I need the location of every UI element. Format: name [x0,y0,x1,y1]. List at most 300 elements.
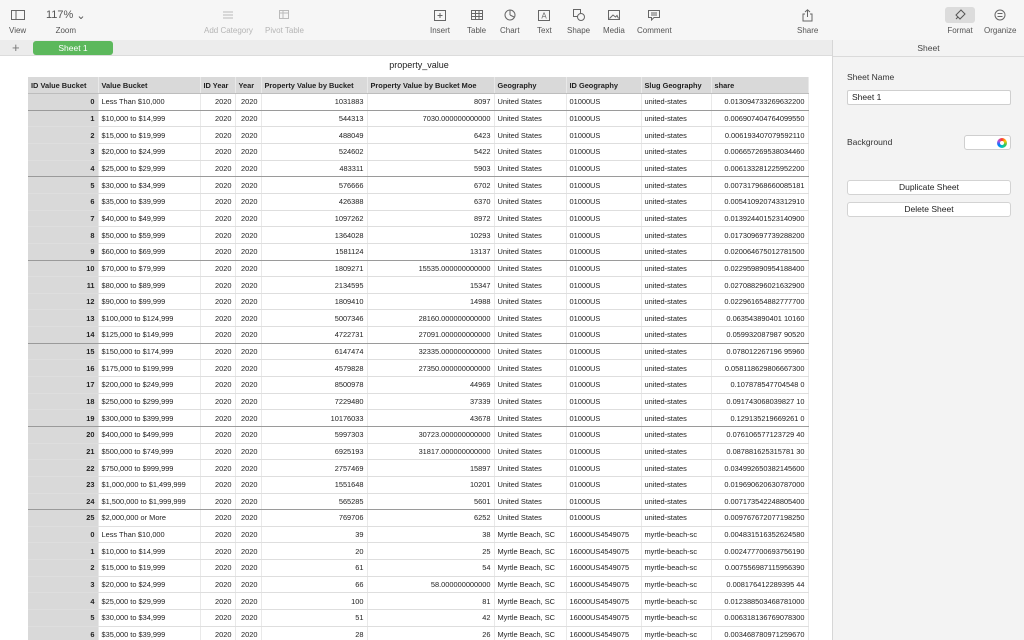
cell-id-year[interactable]: 2020 [200,510,235,527]
cell-share[interactable]: 0.007173542248805400 [711,493,808,510]
cell-property-value-moe[interactable]: 14988 [367,293,494,310]
cell-geography[interactable]: United States [494,443,566,460]
cell-geography[interactable]: Myrtle Beach, SC [494,626,566,640]
cell-slug-geography[interactable]: united-states [641,177,711,194]
cell-property-value[interactable]: 1581124 [261,243,367,260]
cell-id-year[interactable]: 2020 [200,144,235,161]
cell-property-value[interactable]: 6925193 [261,443,367,460]
cell-id-geography[interactable]: 01000US [566,260,641,277]
header-property-value-moe[interactable]: Property Value by Bucket Moe [367,77,494,94]
cell-share[interactable]: 0.007556987115956390 [711,560,808,577]
cell-id-year[interactable]: 2020 [200,493,235,510]
cell-share[interactable]: 0.008176412289395 44 [711,576,808,593]
cell-property-value-moe[interactable]: 6370 [367,193,494,210]
cell-property-value[interactable]: 8500978 [261,377,367,394]
cell-share[interactable]: 0.027088296021632900 [711,277,808,294]
cell-id-year[interactable]: 2020 [200,94,235,111]
cell-property-value[interactable]: 2757469 [261,460,367,477]
cell-property-value-moe[interactable]: 42 [367,610,494,627]
cell-property-value-moe[interactable]: 5903 [367,160,494,177]
cell-value-bucket[interactable]: $70,000 to $79,999 [98,260,200,277]
cell-id-value-bucket[interactable]: 6 [28,193,98,210]
table-button[interactable] [467,7,486,35]
cell-share[interactable]: 0.087881625315781 30 [711,443,808,460]
header-id-value-bucket[interactable]: ID Value Bucket [28,77,98,94]
cell-property-value[interactable]: 483311 [261,160,367,177]
cell-geography[interactable]: Myrtle Beach, SC [494,560,566,577]
cell-geography[interactable]: United States [494,426,566,443]
cell-id-value-bucket[interactable]: 10 [28,260,98,277]
cell-id-year[interactable]: 2020 [200,377,235,394]
cell-value-bucket[interactable]: $15,000 to $19,999 [98,127,200,144]
cell-value-bucket[interactable]: $10,000 to $14,999 [98,543,200,560]
cell-share[interactable]: 0.006907404764099550 [711,110,808,127]
cell-id-year[interactable]: 2020 [200,293,235,310]
cell-slug-geography[interactable]: myrtle-beach-sc [641,576,711,593]
header-year[interactable]: Year [235,77,261,94]
cell-property-value-moe[interactable]: 5422 [367,144,494,161]
cell-id-geography[interactable]: 01000US [566,327,641,344]
background-color-picker[interactable] [964,135,1011,150]
cell-year[interactable]: 2020 [235,526,261,543]
cell-share[interactable]: 0.078012267196 95960 [711,343,808,360]
cell-property-value-moe[interactable]: 37339 [367,393,494,410]
cell-share[interactable]: 0.059932087987 90520 [711,327,808,344]
cell-value-bucket[interactable]: $35,000 to $39,999 [98,626,200,640]
cell-property-value-moe[interactable]: 27091.000000000000 [367,327,494,344]
media-button[interactable] [603,7,625,35]
cell-property-value-moe[interactable]: 10201 [367,476,494,493]
cell-id-value-bucket[interactable]: 15 [28,343,98,360]
cell-id-geography[interactable]: 01000US [566,210,641,227]
cell-year[interactable]: 2020 [235,210,261,227]
cell-property-value[interactable]: 5007346 [261,310,367,327]
cell-geography[interactable]: United States [494,327,566,344]
cell-slug-geography[interactable]: united-states [641,94,711,111]
cell-year[interactable]: 2020 [235,160,261,177]
cell-id-geography[interactable]: 01000US [566,310,641,327]
cell-share[interactable]: 0.005410920743312910 [711,193,808,210]
cell-id-geography[interactable]: 16000US4549075 [566,626,641,640]
cell-share[interactable]: 0.034992650382145600 [711,460,808,477]
text-button[interactable] [537,7,552,35]
cell-share[interactable]: 0.012388503468781000 [711,593,808,610]
cell-property-value-moe[interactable]: 6423 [367,127,494,144]
view-button[interactable] [9,7,26,35]
cell-id-year[interactable]: 2020 [200,443,235,460]
cell-value-bucket[interactable]: $80,000 to $89,999 [98,277,200,294]
cell-year[interactable]: 2020 [235,343,261,360]
cell-id-geography[interactable]: 16000US4549075 [566,576,641,593]
cell-id-year[interactable]: 2020 [200,110,235,127]
cell-year[interactable]: 2020 [235,560,261,577]
cell-property-value[interactable]: 1551648 [261,476,367,493]
cell-id-value-bucket[interactable]: 23 [28,476,98,493]
cell-share[interactable]: 0.058118629806667300 [711,360,808,377]
cell-year[interactable]: 2020 [235,460,261,477]
cell-id-geography[interactable]: 01000US [566,293,641,310]
cell-id-year[interactable]: 2020 [200,210,235,227]
cell-year[interactable]: 2020 [235,543,261,560]
cell-value-bucket[interactable]: $30,000 to $34,999 [98,610,200,627]
cell-id-geography[interactable]: 01000US [566,177,641,194]
duplicate-sheet-button[interactable]: Duplicate Sheet [847,180,1011,195]
cell-id-geography[interactable]: 01000US [566,510,641,527]
cell-id-value-bucket[interactable]: 16 [28,360,98,377]
header-property-value[interactable]: Property Value by Bucket [261,77,367,94]
cell-slug-geography[interactable]: united-states [641,393,711,410]
cell-property-value[interactable]: 426388 [261,193,367,210]
cell-id-year[interactable]: 2020 [200,626,235,640]
cell-value-bucket[interactable]: $500,000 to $749,999 [98,443,200,460]
cell-geography[interactable]: United States [494,110,566,127]
cell-property-value-moe[interactable]: 31817.000000000000 [367,443,494,460]
cell-slug-geography[interactable]: myrtle-beach-sc [641,560,711,577]
cell-property-value[interactable]: 576666 [261,177,367,194]
cell-value-bucket[interactable]: $40,000 to $49,999 [98,210,200,227]
cell-id-year[interactable]: 2020 [200,227,235,244]
cell-share[interactable]: 0.006133281225952200 [711,160,808,177]
cell-id-geography[interactable]: 01000US [566,493,641,510]
cell-value-bucket[interactable]: $1,000,000 to $1,499,999 [98,476,200,493]
cell-geography[interactable]: United States [494,177,566,194]
cell-id-year[interactable]: 2020 [200,327,235,344]
cell-share[interactable]: 0.004831516352624580 [711,526,808,543]
cell-property-value[interactable]: 544313 [261,110,367,127]
cell-property-value[interactable]: 4722731 [261,327,367,344]
cell-geography[interactable]: United States [494,127,566,144]
cell-property-value-moe[interactable]: 43678 [367,410,494,427]
cell-property-value[interactable]: 1809410 [261,293,367,310]
cell-geography[interactable]: United States [494,243,566,260]
cell-property-value[interactable]: 1809271 [261,260,367,277]
insert-button[interactable] [430,7,450,35]
cell-value-bucket[interactable]: $100,000 to $124,999 [98,310,200,327]
cell-property-value[interactable]: 61 [261,560,367,577]
cell-id-value-bucket[interactable]: 24 [28,493,98,510]
cell-share[interactable]: 0.006657269538034460 [711,144,808,161]
header-share[interactable]: share [711,77,808,94]
cell-geography[interactable]: United States [494,293,566,310]
cell-id-value-bucket[interactable]: 1 [28,543,98,560]
cell-id-value-bucket[interactable]: 0 [28,526,98,543]
cell-share[interactable]: 0.002477700693756190 [711,543,808,560]
cell-year[interactable]: 2020 [235,360,261,377]
cell-geography[interactable]: United States [494,493,566,510]
cell-year[interactable]: 2020 [235,443,261,460]
cell-share[interactable]: 0.009767672077198250 [711,510,808,527]
cell-slug-geography[interactable]: united-states [641,243,711,260]
add-category-button[interactable] [204,7,253,35]
cell-property-value-moe[interactable]: 58.000000000000 [367,576,494,593]
cell-geography[interactable]: United States [494,144,566,161]
cell-value-bucket[interactable]: $300,000 to $399,999 [98,410,200,427]
cell-id-value-bucket[interactable]: 18 [28,393,98,410]
cell-share[interactable]: 0.063543890401 10160 [711,310,808,327]
cell-id-year[interactable]: 2020 [200,560,235,577]
cell-value-bucket[interactable]: Less Than $10,000 [98,526,200,543]
cell-value-bucket[interactable]: $20,000 to $24,999 [98,576,200,593]
cell-geography[interactable]: United States [494,410,566,427]
cell-id-year[interactable]: 2020 [200,610,235,627]
cell-property-value-moe[interactable]: 26 [367,626,494,640]
cell-share[interactable]: 0.006193407079592110 [711,127,808,144]
cell-year[interactable]: 2020 [235,193,261,210]
cell-value-bucket[interactable]: $20,000 to $24,999 [98,144,200,161]
cell-year[interactable]: 2020 [235,510,261,527]
cell-value-bucket[interactable]: $750,000 to $999,999 [98,460,200,477]
cell-id-value-bucket[interactable]: 4 [28,593,98,610]
cell-id-geography[interactable]: 01000US [566,227,641,244]
cell-property-value[interactable]: 6147474 [261,343,367,360]
cell-property-value[interactable]: 769706 [261,510,367,527]
cell-value-bucket[interactable]: Less Than $10,000 [98,94,200,111]
cell-value-bucket[interactable]: $200,000 to $249,999 [98,377,200,394]
cell-id-year[interactable]: 2020 [200,177,235,194]
cell-value-bucket[interactable]: $400,000 to $499,999 [98,426,200,443]
cell-id-value-bucket[interactable]: 20 [28,426,98,443]
cell-id-value-bucket[interactable]: 1 [28,110,98,127]
cell-property-value[interactable]: 2134595 [261,277,367,294]
cell-year[interactable]: 2020 [235,426,261,443]
cell-id-value-bucket[interactable]: 5 [28,610,98,627]
cell-slug-geography[interactable]: united-states [641,227,711,244]
cell-id-year[interactable]: 2020 [200,360,235,377]
cell-geography[interactable]: United States [494,460,566,477]
cell-id-year[interactable]: 2020 [200,526,235,543]
cell-id-value-bucket[interactable]: 7 [28,210,98,227]
cell-id-geography[interactable]: 01000US [566,144,641,161]
cell-id-value-bucket[interactable]: 3 [28,144,98,161]
cell-slug-geography[interactable]: united-states [641,310,711,327]
cell-id-geography[interactable]: 01000US [566,193,641,210]
color-wheel-icon[interactable] [997,138,1007,148]
sheet-tab-sheet-1[interactable]: Sheet 1 [33,41,113,55]
cell-id-year[interactable]: 2020 [200,127,235,144]
cell-id-geography[interactable]: 16000US4549075 [566,593,641,610]
cell-slug-geography[interactable]: united-states [641,493,711,510]
cell-slug-geography[interactable]: myrtle-beach-sc [641,626,711,640]
cell-value-bucket[interactable]: $60,000 to $69,999 [98,243,200,260]
cell-slug-geography[interactable]: united-states [641,377,711,394]
cell-value-bucket[interactable]: $25,000 to $29,999 [98,160,200,177]
cell-slug-geography[interactable]: united-states [641,277,711,294]
cell-id-year[interactable]: 2020 [200,576,235,593]
cell-id-geography[interactable]: 01000US [566,393,641,410]
add-sheet-button[interactable]: + [12,40,20,55]
cell-id-geography[interactable]: 01000US [566,460,641,477]
cell-geography[interactable]: Myrtle Beach, SC [494,593,566,610]
cell-property-value-moe[interactable]: 81 [367,593,494,610]
cell-id-value-bucket[interactable]: 3 [28,576,98,593]
cell-property-value-moe[interactable]: 25 [367,543,494,560]
cell-property-value[interactable]: 5997303 [261,426,367,443]
cell-id-value-bucket[interactable]: 12 [28,293,98,310]
cell-slug-geography[interactable]: myrtle-beach-sc [641,526,711,543]
cell-year[interactable]: 2020 [235,277,261,294]
cell-geography[interactable]: United States [494,393,566,410]
cell-year[interactable]: 2020 [235,310,261,327]
cell-property-value-moe[interactable]: 30723.000000000000 [367,426,494,443]
cell-property-value-moe[interactable]: 15347 [367,277,494,294]
cell-property-value-moe[interactable]: 54 [367,560,494,577]
cell-slug-geography[interactable]: united-states [641,260,711,277]
cell-id-value-bucket[interactable]: 9 [28,243,98,260]
cell-id-year[interactable]: 2020 [200,193,235,210]
cell-slug-geography[interactable]: united-states [641,360,711,377]
cell-slug-geography[interactable]: united-states [641,210,711,227]
cell-geography[interactable]: United States [494,260,566,277]
cell-geography[interactable]: United States [494,360,566,377]
cell-property-value[interactable]: 4579828 [261,360,367,377]
cell-id-value-bucket[interactable]: 17 [28,377,98,394]
cell-value-bucket[interactable]: $125,000 to $149,999 [98,327,200,344]
cell-id-value-bucket[interactable]: 25 [28,510,98,527]
cell-id-value-bucket[interactable]: 19 [28,410,98,427]
sheet-name-input[interactable]: Sheet 1 [847,90,1011,105]
cell-geography[interactable]: United States [494,160,566,177]
cell-year[interactable]: 2020 [235,576,261,593]
cell-slug-geography[interactable]: united-states [641,510,711,527]
cell-year[interactable]: 2020 [235,626,261,640]
cell-property-value[interactable]: 100 [261,593,367,610]
cell-id-year[interactable]: 2020 [200,260,235,277]
delete-sheet-button[interactable]: Delete Sheet [847,202,1011,217]
cell-year[interactable]: 2020 [235,493,261,510]
cell-id-value-bucket[interactable]: 14 [28,327,98,344]
cell-geography[interactable]: Myrtle Beach, SC [494,610,566,627]
cell-slug-geography[interactable]: united-states [641,110,711,127]
cell-geography[interactable]: United States [494,343,566,360]
cell-property-value[interactable]: 10176033 [261,410,367,427]
cell-id-value-bucket[interactable]: 22 [28,460,98,477]
cell-property-value[interactable]: 51 [261,610,367,627]
cell-geography[interactable]: United States [494,476,566,493]
cell-id-year[interactable]: 2020 [200,410,235,427]
cell-share[interactable]: 0.022959890954188400 [711,260,808,277]
share-button[interactable] [797,7,818,35]
cell-year[interactable]: 2020 [235,260,261,277]
cell-year[interactable]: 2020 [235,393,261,410]
cell-id-year[interactable]: 2020 [200,476,235,493]
cell-value-bucket[interactable]: $10,000 to $14,999 [98,110,200,127]
cell-id-value-bucket[interactable]: 8 [28,227,98,244]
cell-share[interactable]: 0.017309697739288200 [711,227,808,244]
format-button[interactable] [945,7,975,35]
cell-year[interactable]: 2020 [235,327,261,344]
cell-slug-geography[interactable]: united-states [641,293,711,310]
cell-id-year[interactable]: 2020 [200,310,235,327]
cell-property-value-moe[interactable]: 6702 [367,177,494,194]
cell-id-geography[interactable]: 01000US [566,277,641,294]
cell-value-bucket[interactable]: $1,500,000 to $1,999,999 [98,493,200,510]
cell-id-geography[interactable]: 16000US4549075 [566,526,641,543]
cell-id-geography[interactable]: 01000US [566,110,641,127]
cell-slug-geography[interactable]: united-states [641,160,711,177]
cell-share[interactable]: 0.076106577123729 40 [711,426,808,443]
cell-property-value-moe[interactable]: 38 [367,526,494,543]
cell-year[interactable]: 2020 [235,227,261,244]
cell-slug-geography[interactable]: united-states [641,426,711,443]
header-geography[interactable]: Geography [494,77,566,94]
cell-property-value[interactable]: 28 [261,626,367,640]
cell-property-value-moe[interactable]: 27350.000000000000 [367,360,494,377]
cell-id-geography[interactable]: 01000US [566,243,641,260]
comment-button[interactable] [637,7,672,35]
cell-id-year[interactable]: 2020 [200,426,235,443]
header-value-bucket[interactable]: Value Bucket [98,77,200,94]
cell-geography[interactable]: Myrtle Beach, SC [494,526,566,543]
cell-slug-geography[interactable]: united-states [641,327,711,344]
cell-value-bucket[interactable]: $30,000 to $34,999 [98,177,200,194]
cell-id-year[interactable]: 2020 [200,393,235,410]
cell-value-bucket[interactable]: $150,000 to $174,999 [98,343,200,360]
table-title[interactable]: property_value [389,60,449,70]
cell-slug-geography[interactable]: united-states [641,443,711,460]
cell-property-value-moe[interactable]: 28160.000000000000 [367,310,494,327]
cell-id-year[interactable]: 2020 [200,460,235,477]
cell-year[interactable]: 2020 [235,377,261,394]
cell-share[interactable]: 0.091743068039827 10 [711,393,808,410]
pivot-table-button[interactable] [265,7,304,35]
cell-geography[interactable]: United States [494,377,566,394]
cell-id-geography[interactable]: 01000US [566,360,641,377]
zoom-button[interactable] [46,7,86,35]
cell-value-bucket[interactable]: $2,000,000 or More [98,510,200,527]
cell-property-value-moe[interactable]: 7030.000000000000 [367,110,494,127]
cell-geography[interactable]: United States [494,94,566,111]
cell-year[interactable]: 2020 [235,293,261,310]
cell-id-geography[interactable]: 01000US [566,160,641,177]
header-id-year[interactable]: ID Year [200,77,235,94]
cell-value-bucket[interactable]: $90,000 to $99,999 [98,293,200,310]
cell-property-value-moe[interactable]: 10293 [367,227,494,244]
cell-year[interactable]: 2020 [235,410,261,427]
cell-id-value-bucket[interactable]: 4 [28,160,98,177]
cell-year[interactable]: 2020 [235,94,261,111]
cell-share[interactable]: 0.013924401523140900 [711,210,808,227]
cell-id-geography[interactable]: 16000US4549075 [566,543,641,560]
cell-share[interactable]: 0.019690620630787000 [711,476,808,493]
cell-slug-geography[interactable]: united-states [641,476,711,493]
cell-property-value[interactable]: 7229480 [261,393,367,410]
cell-property-value[interactable]: 20 [261,543,367,560]
cell-slug-geography[interactable]: united-states [641,460,711,477]
cell-slug-geography[interactable]: myrtle-beach-sc [641,610,711,627]
cell-geography[interactable]: United States [494,210,566,227]
cell-property-value[interactable]: 39 [261,526,367,543]
cell-geography[interactable]: United States [494,193,566,210]
cell-slug-geography[interactable]: myrtle-beach-sc [641,593,711,610]
organize-button[interactable] [984,7,1016,35]
cell-id-geography[interactable]: 01000US [566,343,641,360]
cell-property-value-moe[interactable]: 15535.000000000000 [367,260,494,277]
cell-property-value-moe[interactable]: 44969 [367,377,494,394]
cell-id-year[interactable]: 2020 [200,277,235,294]
cell-geography[interactable]: Myrtle Beach, SC [494,543,566,560]
cell-id-year[interactable]: 2020 [200,543,235,560]
chart-button[interactable] [500,7,520,35]
cell-id-value-bucket[interactable]: 6 [28,626,98,640]
cell-id-year[interactable]: 2020 [200,160,235,177]
cell-id-value-bucket[interactable]: 2 [28,127,98,144]
cell-value-bucket[interactable]: $15,000 to $19,999 [98,560,200,577]
cell-property-value[interactable]: 1364028 [261,227,367,244]
cell-year[interactable]: 2020 [235,243,261,260]
cell-year[interactable]: 2020 [235,177,261,194]
cell-value-bucket[interactable]: $25,000 to $29,999 [98,593,200,610]
cell-geography[interactable]: United States [494,227,566,244]
